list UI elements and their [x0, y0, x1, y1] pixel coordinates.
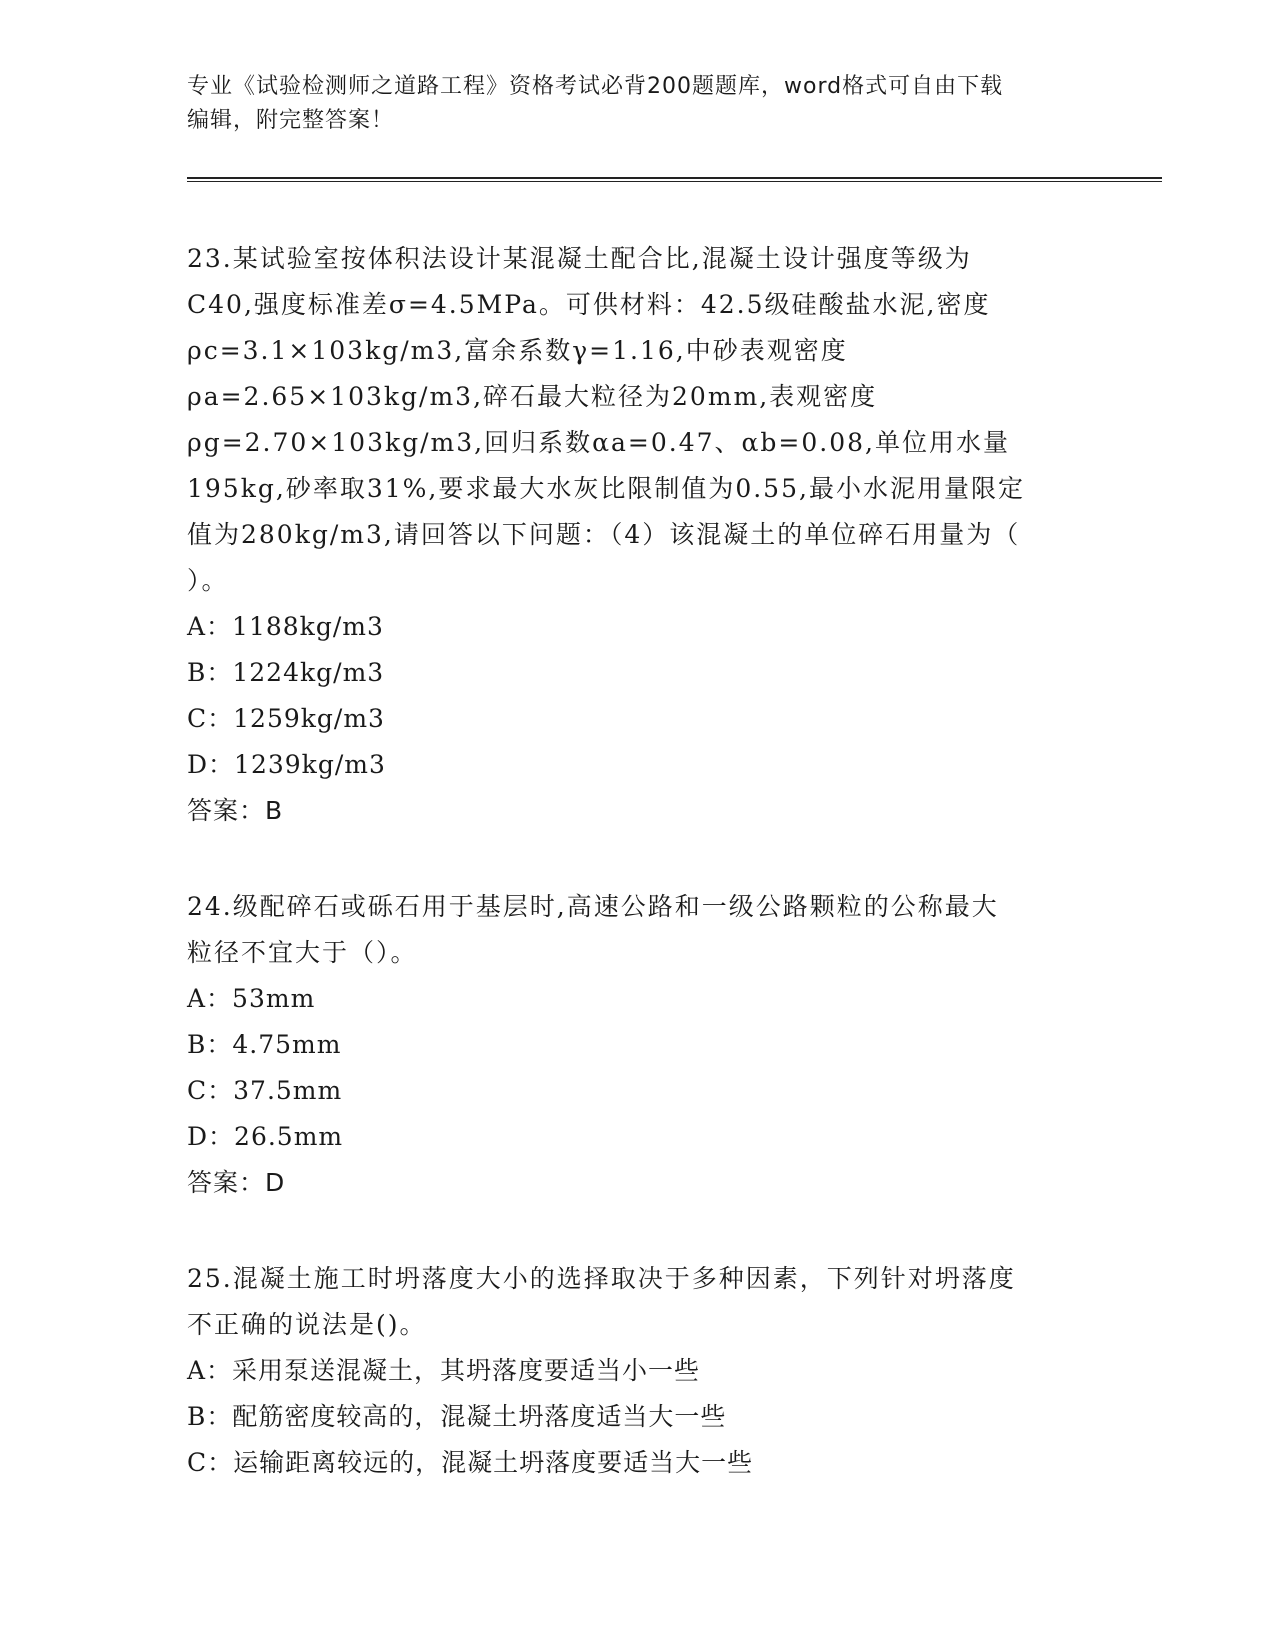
stem-line: 195kg,砂率取31%,要求最大水灰比限制值为0.55,最小水泥用量限定 — [187, 474, 1025, 503]
stem-line: C40,强度标准差σ=4.5MPa。可供材料：42.5级硅酸盐水泥,密度 — [187, 290, 991, 319]
option-b: B：配筋密度较高的，混凝土坍落度适当大一些 — [187, 1402, 727, 1431]
header-divider-thick — [187, 177, 1162, 179]
stem-line: ）。 — [187, 566, 229, 595]
option-a: A：采用泵送混凝土，其坍落度要适当小一些 — [187, 1356, 701, 1385]
option-a: A：1188kg/m3 — [187, 612, 384, 641]
question-24 — [187, 884, 1087, 1206]
option-c: C：1259kg/m3 — [187, 704, 385, 733]
option-d: D：1239kg/m3 — [187, 750, 386, 779]
stem-line: ρc=3.1×103kg/m3,富余系数γ=1.16,中砂表观密度 — [187, 336, 848, 365]
stem-line: 值为280kg/m3,请回答以下问题：（4）该混凝土的单位碎石用量为（ — [187, 520, 1021, 549]
stem-line: 25.混凝土施工时坍落度大小的选择取决于多种因素，下列针对坍落度 — [187, 1264, 1016, 1293]
question-stem — [187, 1256, 1087, 1348]
header-line-2: 编辑，附完整答案！ — [187, 108, 395, 133]
stem-line: 24.级配碎石或砾石用于基层时,高速公路和一级公路颗粒的公称最大 — [187, 892, 999, 921]
option-b: B：1224kg/m3 — [187, 658, 385, 687]
question-stem — [187, 884, 1087, 976]
answer-text: 答案：B — [187, 796, 284, 825]
question-23 — [187, 236, 1087, 834]
question-list — [187, 236, 1087, 1536]
option-c: C：37.5mm — [187, 1076, 343, 1105]
stem-line: 不正确的说法是()。 — [187, 1310, 427, 1339]
document-header — [187, 70, 1087, 138]
option-a: A：53mm — [187, 984, 316, 1013]
header-divider-thin — [187, 181, 1162, 182]
question-stem — [187, 236, 1087, 604]
option-b: B：4.75mm — [187, 1030, 342, 1059]
stem-line: ρg=2.70×103kg/m3,回归系数αa=0.47、αb=0.08,单位用水量 — [187, 428, 1010, 457]
answer-text: 答案：D — [187, 1168, 286, 1197]
stem-line: 23.某试验室按体积法设计某混凝土配合比,混凝土设计强度等级为 — [187, 244, 972, 273]
stem-line: 粒径不宜大于（）。 — [187, 938, 418, 967]
header-line-1: 专业《试验检测师之道路工程》资格考试必背200题题库，word格式可自由下载 — [187, 74, 1004, 99]
stem-line: ρa=2.65×103kg/m3,碎石最大粒径为20mm,表观密度 — [187, 382, 878, 411]
option-d: D：26.5mm — [187, 1122, 344, 1151]
question-25 — [187, 1256, 1087, 1486]
option-c: C：运输距离较远的，混凝土坍落度要适当大一些 — [187, 1448, 754, 1477]
